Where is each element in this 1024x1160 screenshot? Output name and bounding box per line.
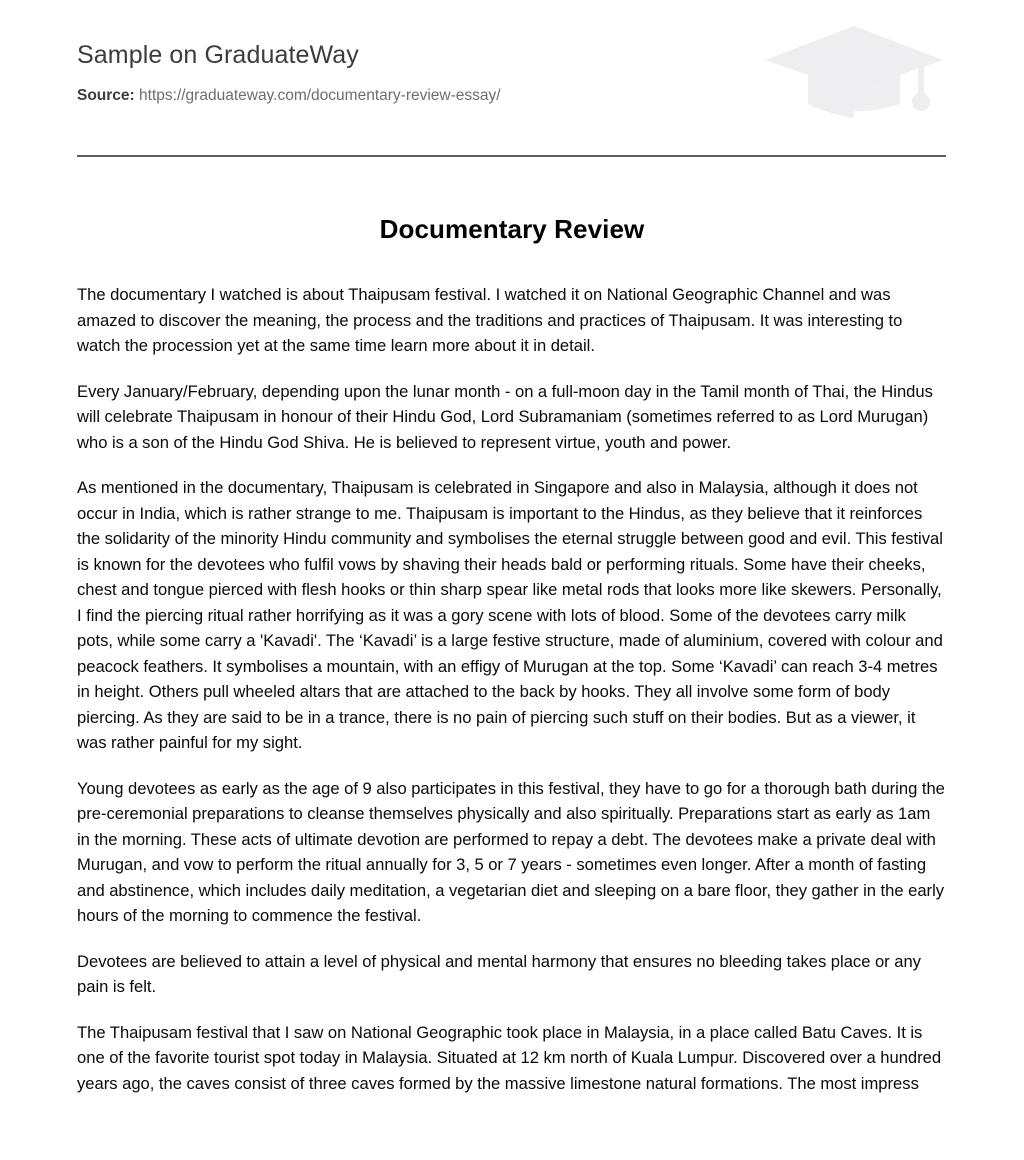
source-url[interactable]: https://graduateway.com/documentary-review-essay/ bbox=[139, 87, 501, 104]
source-label: Source: bbox=[77, 87, 135, 104]
paragraph: Devotees are believed to attain a level of physical and mental harmony that ensures no bleeding takes place or any pain is felt. bbox=[77, 951, 921, 996]
paragraph: As mentioned in the documentary, Thaipusam is celebrated in Singapore and also in Malaysia, although it does not occur in India, which is rather strange to me. Thaipusam is important to the Hindus, as they believe that it reinforces the solidarity of the minority Hindu community and symbolises the eternal struggle between good and evil. This festival is known for the devotees who fulfil vows by shaving their heads bald or performing rituals. Some have their cheeks, chest and tongue pierced with flesh hooks or thin sharp spear like metal rods that looks more like skewers. Personally, I find the piercing ritual rather horrifying as it was a gory scene with lots of blood. Some of the devotees carry milk pots, while some carry a 'Kavadi'. The ‘Kavadi’ is a large festive structure, made of aluminium, covered with colour and peacock feathers. It symbolises a mountain, with an effigy of Murugan at the top. Some ‘Kavadi’ can reach 3-4 metres in height. Others pull wheeled altars that are attached to the back by hooks. They all involve some form of body piercing. As they are said to be in a trance, there is no pain of piercing such stuff on their bodies. But as a viewer, it was rather painful for my sight. bbox=[77, 478, 943, 752]
paragraph: Young devotees as early as the age of 9 also participates in this festival, they have to go for a thorough bath during the pre-ceremonial preparations to cleanse themselves physically and also spiritually. Preparations start as early as 1am in the morning. These acts of ultimate devotion are performed to repay a debt. The devotees make a private deal with Murugan, and vow to perform the ritual annually for 3, 5 or 7 years - sometimes even longer. After a month of fasting and abstinence, which includes daily meditation, a vegetarian diet and sleeping on a bare floor, they gather in the early hours of the morning to commence the festival. bbox=[77, 778, 945, 925]
paragraph: The documentary I watched is about Thaipusam festival. I watched it on National Geographic Channel and was amazed to discover the meaning, the process and the traditions and practices of Thaipusam. It was interesting to watch the procession yet at the same time learn more about it in detail. bbox=[77, 285, 903, 355]
page-header bbox=[77, 0, 947, 115]
brand-title: Sample on GraduateWay bbox=[77, 41, 359, 69]
document-body bbox=[77, 245, 946, 1096]
graduation-cap-icon bbox=[761, 18, 947, 124]
paragraph: The Thaipusam festival that I saw on National Geographic took place in Malaysia, in a place called Batu Caves. It is one of the favorite tourist spot today in Malaysia. Situated at 12 km north of Kuala Lumpur. Discovered over a hundred years ago, the caves consist of three caves formed by the massive limestone natural formations. The most impress bbox=[77, 1022, 942, 1093]
page-title: Documentary Review bbox=[379, 214, 645, 244]
paragraph: Every January/February, depending upon the lunar month - on a full-moon day in the Tamil month of Thai, the Hindus will celebrate Thaipusam in honour of their Hindu God, Lord Subramaniam (sometimes referred to as Lord Murugan) who is a son of the Hindu God Shiva. He is believed to represent virtue, youth and power. bbox=[77, 381, 933, 452]
